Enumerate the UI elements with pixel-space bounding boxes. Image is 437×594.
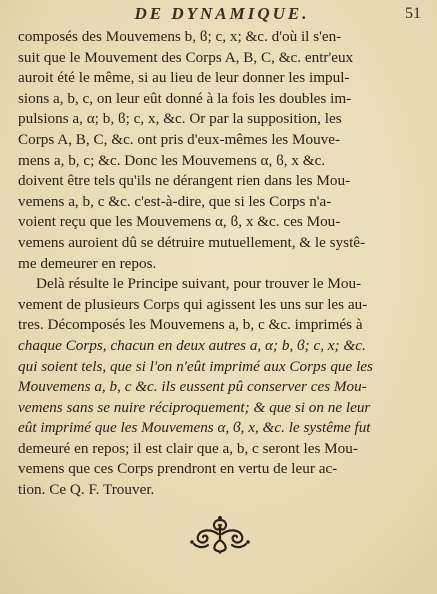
- text-line: pulsions a, α; b, ϐ; c, x, &c. Or par la supposition, les: [18, 110, 342, 128]
- text-line: vemens a, b, c &c. c'est-à-dire, que si les Corps n'a-: [18, 192, 332, 210]
- text-line: vemens que ces Corps prendront en vertu de leur ac-: [18, 460, 338, 478]
- text-line: suit que le Mouvement des Corps A, B, C, &c. entr'eux: [18, 48, 354, 66]
- page-number: 51: [405, 5, 421, 22]
- text-line: vement de plusieurs Corps qui agissent les uns sur les au-: [18, 295, 368, 313]
- page-header: [0, 4, 437, 26]
- body-text: [18, 27, 426, 501]
- text-line: chaque Corps, chacun en deux autres a, α; b, ϐ; c, x; &c.: [18, 336, 366, 354]
- text-line: tres. Décomposés les Mouvemens a, b, c &c. imprimés à: [18, 316, 363, 334]
- text-line: qui soient tels, que si l'on n'eût imprimé aux Corps que les: [18, 357, 373, 375]
- text-line: doivent être tels qu'ils ne dérangent rien dans les Mou-: [18, 172, 351, 190]
- text-line: sions a, b, c, on leur eût donné à la fois les doubles im-: [18, 89, 352, 107]
- fleuron-ornament-icon: [188, 514, 252, 554]
- text-line: Mouvemens a, b, c &c. ils eussent pû conserver ces Mou-: [18, 378, 367, 396]
- text-line: mens a, b, c; &c. Donc les Mouvemens α, ϐ, x &c.: [18, 151, 326, 169]
- text-line: vemens auroient dû se détruire mutuellement, & le systê-: [18, 233, 366, 251]
- text-line: me demeurer en repos.: [18, 254, 157, 272]
- show-through-text: [40, 566, 410, 592]
- running-head: DE DYNAMIQUE.: [134, 4, 310, 23]
- text-line: tion. Ce Q. F. Trouver.: [18, 481, 155, 499]
- text-line: eût imprimé que les Mouvemens α, ϐ, x, &c. le systême fut: [18, 419, 371, 437]
- text-line: Delà résulte le Principe suivant, pour trouver le Mou-: [36, 275, 362, 293]
- text-line: vemens sans se nuire réciproquement; & que si on ne leur: [18, 398, 371, 416]
- text-line: auroit été le même, si au lieu de leur donner les impul-: [18, 69, 350, 87]
- text-line: composés des Mouvemens b, ϐ; c, x; &c. d'où il s'en-: [18, 28, 342, 45]
- text-line: voient reçu que les Mouvemens α, ϐ, x &c. ces Mou-: [18, 213, 341, 231]
- text-line: demeuré en repos; il est clair que a, b, c seront les Mou-: [18, 439, 358, 457]
- text-line: Corps A, B, C, &c. ont pris d'eux-mêmes les Mouve-: [18, 130, 341, 148]
